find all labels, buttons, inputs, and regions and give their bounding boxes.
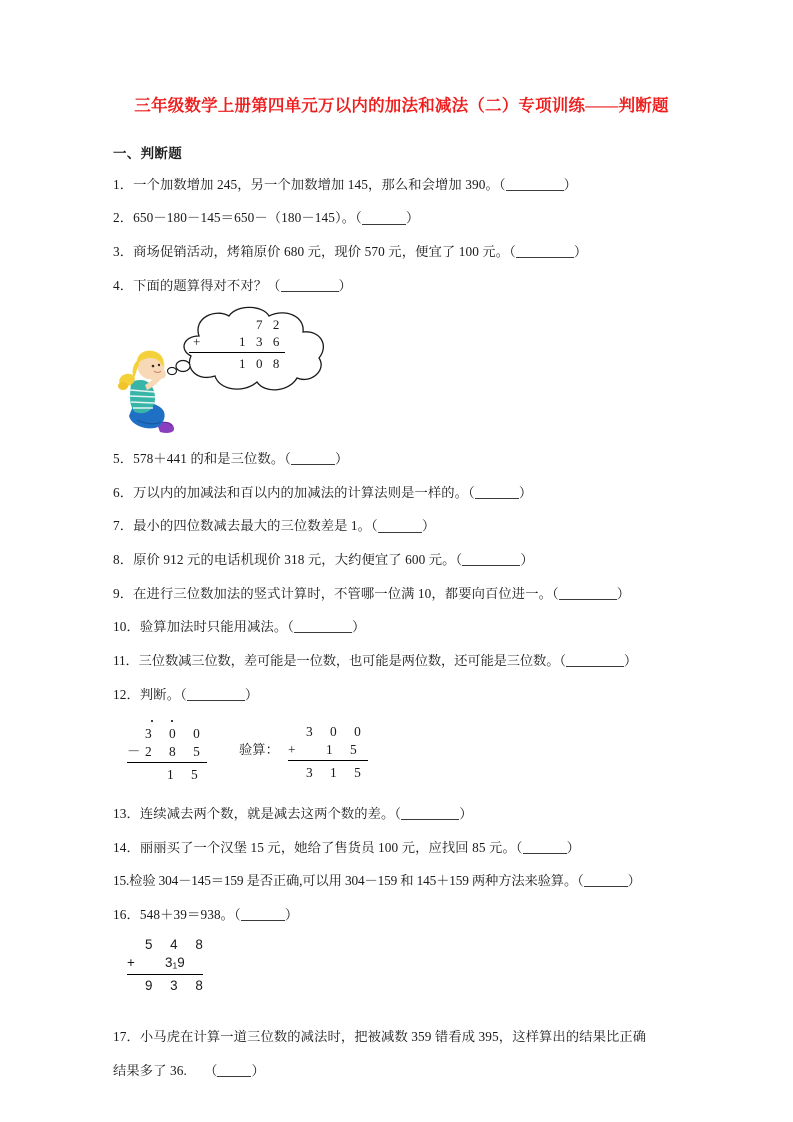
answer-blank[interactable] — [187, 687, 245, 700]
subtraction-300-285 — [127, 717, 207, 783]
answer-blank[interactable] — [506, 178, 564, 191]
addend-1-row — [127, 936, 210, 954]
minuend: 3 0 0 — [145, 725, 207, 741]
check-addend-2: 1 5 — [326, 741, 364, 757]
check-add-operator: + — [288, 741, 296, 757]
question-14 — [113, 825, 690, 859]
paren-close: ） — [566, 839, 580, 855]
answer-blank[interactable] — [241, 908, 285, 921]
bubble-rule — [189, 352, 285, 353]
paren-close: ） — [335, 451, 349, 467]
bubble-operator: + — [193, 334, 201, 350]
addend-2-tens: 3 — [165, 955, 173, 971]
carry-mark: 1 — [172, 960, 178, 971]
section-heading: 一、判断题 — [113, 145, 182, 161]
answer-blank[interactable] — [291, 452, 335, 465]
paren-close: ） — [352, 619, 366, 635]
check-sum: 3 1 5 — [306, 764, 368, 780]
answer-blank[interactable] — [475, 486, 519, 499]
question-text: 三位数减三位数，差可能是一位数，也可能是两位数，还可能是三位数。（ — [138, 652, 566, 668]
answer-blank[interactable] — [559, 587, 617, 600]
girl-character-icon — [117, 350, 181, 436]
thought-bubble-equation — [187, 316, 307, 371]
question-number: 14． — [113, 839, 140, 855]
question-text: 原价 912 元的电话机现价 318 元，大约便宜了 600 元。（ — [133, 552, 463, 568]
question-text: 在进行三位数加法的竖式计算时，不管哪一位满 10，都要向百位进一。（ — [133, 585, 559, 601]
answer-blank[interactable] — [217, 1064, 251, 1077]
answer-blank[interactable] — [362, 211, 406, 224]
vertical-calculation-16 — [113, 926, 690, 1014]
bubble-addend-2-row — [187, 333, 307, 350]
spacer — [288, 715, 368, 722]
add-operator: + — [127, 955, 135, 971]
addend-2-row — [127, 954, 210, 972]
question-1 — [113, 162, 690, 196]
subtrahend: 2 8 5 — [145, 743, 207, 759]
paren-close: ） — [563, 176, 578, 192]
answer-blank[interactable] — [401, 807, 459, 820]
sum: 9 3 8 — [145, 978, 210, 994]
question-9 — [113, 571, 690, 605]
question-number: 15. — [113, 873, 130, 889]
question-13 — [113, 791, 690, 825]
question-number: 1． — [113, 176, 134, 192]
question-7 — [113, 503, 690, 537]
question-number: 13． — [113, 806, 140, 822]
answer-blank[interactable] — [584, 874, 628, 887]
answer-blank[interactable] — [281, 279, 339, 292]
question-4 — [113, 263, 690, 297]
paren-close: ） — [623, 652, 638, 668]
calc-rule — [127, 974, 203, 975]
question-number: 12． — [113, 686, 140, 702]
subtract-operator: － — [127, 743, 141, 759]
paren-close: ） — [405, 210, 420, 226]
check-sum-row — [288, 763, 368, 781]
question-3 — [113, 229, 690, 263]
check-addend-2-row — [288, 740, 368, 758]
question-17 — [113, 1014, 690, 1048]
question-text: 578＋441 的和是三位数。（ — [133, 451, 291, 467]
check-label: 验算： — [239, 742, 279, 758]
question-text: 548＋39＝938。（ — [139, 906, 241, 922]
paren-close: ） — [244, 686, 259, 702]
question-5 — [113, 436, 690, 470]
question-number: 4． — [113, 277, 134, 293]
question-text: 下面的题算得对不对？（ — [133, 277, 281, 293]
bubble-addend-1: 7 2 — [255, 317, 283, 333]
calc-rule — [127, 762, 207, 763]
question-text: 连续减去两个数，就是减去这两个数的差。（ — [139, 806, 402, 822]
check-addend-1-row — [288, 722, 368, 740]
question-text: 商场促销活动，烤箱原价 680 元，现价 570 元，便宜了 100 元。（ — [133, 244, 516, 260]
question-15 — [113, 858, 690, 892]
difference: 1 5 — [167, 766, 205, 782]
question-text: 判断。（ — [139, 686, 187, 702]
subtrahend-row — [127, 742, 207, 760]
question-8 — [113, 537, 690, 571]
illustration-girl-thinking — [113, 304, 690, 436]
question-11 — [113, 638, 690, 672]
question-17-line-2 — [113, 1047, 690, 1082]
question-number: 6． — [113, 484, 134, 500]
answer-blank[interactable] — [523, 841, 567, 854]
paren-close: ） — [251, 1063, 265, 1079]
addition-548-39 — [127, 936, 210, 995]
question-text: 小马虎在计算一道三位数的减法时，把被减数 359 错看成 395，这样算出的结果比正确 — [139, 1028, 647, 1044]
question-number: 7． — [113, 518, 134, 534]
paren-close: ） — [627, 873, 641, 889]
sum-row — [127, 977, 210, 995]
answer-blank[interactable] — [462, 553, 520, 566]
addend-2-group — [143, 954, 185, 971]
bubble-addend-2: 1 3 6 — [239, 334, 283, 350]
question-number: 2． — [113, 210, 134, 226]
question-number: 3． — [113, 244, 134, 260]
answer-blank[interactable] — [378, 519, 422, 532]
paren-close: ） — [338, 277, 352, 293]
addend-1: 5 4 8 — [145, 937, 210, 953]
addend-2-ones: 9 — [177, 955, 185, 971]
paren-close: ） — [421, 518, 436, 534]
question-text: 丽丽买了一个汉堡 15 元，她给了售货员 100 元，应找回 85 元。（ — [139, 839, 523, 855]
question-text: 最小的四位数减去最大的三位数差是 1。（ — [133, 518, 378, 534]
question-number: 17． — [113, 1028, 140, 1044]
paren-open: （ — [204, 1063, 218, 1079]
paren-close: ） — [616, 585, 631, 601]
paren-close: ） — [520, 552, 534, 568]
question-number: 16． — [113, 906, 140, 922]
check-addend-1: 3 0 0 — [306, 723, 368, 739]
vertical-calculation-12 — [113, 705, 690, 791]
question-number: 9． — [113, 585, 134, 601]
difference-row — [127, 765, 207, 783]
minuend-row — [127, 724, 207, 742]
question-text: 一个加数增加 245，另一个加数增加 145，那么和会增加 390。（ — [133, 176, 506, 192]
borrow-dots — [127, 717, 207, 724]
bubble-sum: 1 0 8 — [239, 355, 283, 371]
question-16 — [113, 892, 690, 926]
paren-close: ） — [459, 806, 473, 822]
check-rule — [288, 760, 368, 761]
addition-check-300-15 — [288, 715, 368, 781]
question-12 — [113, 672, 690, 706]
paren-close: ） — [573, 244, 588, 260]
question-text: 650－180－145＝650－（180－145）。（ — [133, 210, 362, 226]
question-10 — [113, 604, 690, 638]
paren-close: ） — [284, 906, 299, 922]
paren-close: ） — [518, 484, 533, 500]
page-title: 三年级数学上册第四单元万以内的加法和减法（二）专项训练——判断题 — [134, 96, 669, 115]
answer-blank[interactable] — [516, 245, 574, 258]
question-number: 11． — [113, 652, 139, 668]
question-number: 10． — [113, 619, 140, 635]
question-text: 万以内的加减法和百以内的加减法的计算法则是一样的。（ — [133, 484, 475, 500]
question-number: 5． — [113, 451, 134, 467]
question-text: 检验 304－145＝159 是否正确,可以用 304－159 和 145＋159 两种方法来验算。（ — [129, 873, 584, 889]
question-2 — [113, 195, 690, 229]
question-6 — [113, 470, 690, 504]
question-number: 8． — [113, 552, 134, 568]
answer-blank[interactable] — [566, 654, 624, 667]
answer-blank[interactable] — [294, 620, 352, 633]
question-text-continued: 结果多了 36. — [113, 1063, 187, 1079]
question-text: 验算加法时只能用减法。（ — [139, 619, 295, 635]
